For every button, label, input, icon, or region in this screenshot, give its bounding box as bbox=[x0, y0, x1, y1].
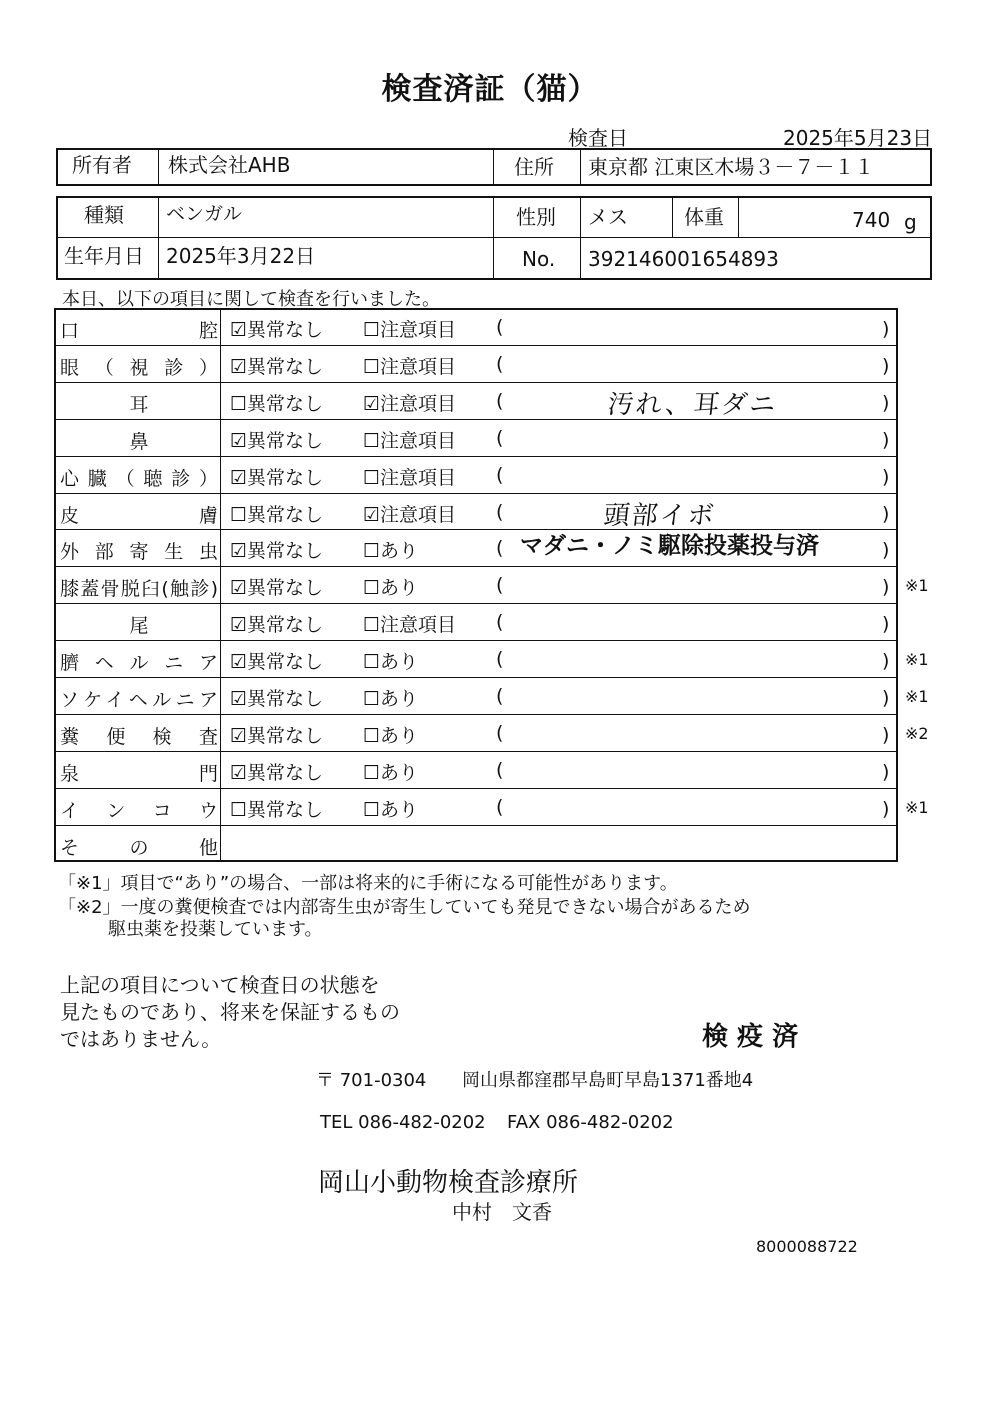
checkbox-normal[interactable] bbox=[230, 426, 323, 453]
checkbox-normal-label: 異常なし bbox=[247, 798, 324, 821]
empty-box-icon: ☐ bbox=[363, 577, 381, 600]
no-label: No. bbox=[522, 247, 556, 271]
table-row-name: 膝蓋骨脱臼(触診) bbox=[60, 578, 218, 601]
checkbox-other[interactable] bbox=[363, 758, 418, 785]
checkbox-normal[interactable] bbox=[230, 463, 323, 490]
checkbox-normal[interactable] bbox=[230, 500, 323, 527]
table-row-divider bbox=[54, 493, 898, 494]
table-row-name: 鼻 bbox=[129, 430, 149, 453]
weight-label: 体重 bbox=[684, 205, 724, 229]
close-paren: ) bbox=[882, 650, 890, 673]
disclaimer-line: ではありません。 bbox=[60, 1027, 222, 1051]
checked-box-icon: ☑ bbox=[230, 355, 248, 378]
checkbox-normal-label: 異常なし bbox=[247, 319, 324, 341]
checkbox-other-label: あり bbox=[380, 577, 419, 600]
quarantine-stamp: 検 疫 済 bbox=[702, 1022, 799, 1052]
checked-box-icon: ☑ bbox=[230, 577, 248, 600]
checkbox-other-label: 注意項目 bbox=[380, 466, 457, 489]
checkbox-other[interactable] bbox=[363, 315, 456, 342]
checkbox-other[interactable] bbox=[363, 500, 456, 527]
checkbox-other[interactable] bbox=[363, 795, 418, 822]
close-paren: ) bbox=[882, 318, 890, 340]
checkbox-other[interactable] bbox=[363, 389, 456, 416]
empty-box-icon: ☐ bbox=[363, 761, 381, 784]
no-value: 392146001654893 bbox=[588, 247, 779, 271]
checkbox-other[interactable] bbox=[363, 721, 418, 748]
checkbox-normal-label: 異常なし bbox=[247, 392, 324, 415]
checkbox-other[interactable] bbox=[363, 573, 418, 600]
checkbox-other-label: 注意項目 bbox=[380, 614, 457, 637]
checkbox-normal-label: 異常なし bbox=[247, 577, 324, 600]
serial-number: 8000088722 bbox=[756, 1237, 858, 1256]
table-row-name: ソケイヘルニア bbox=[60, 689, 218, 711]
checkbox-normal[interactable] bbox=[230, 610, 323, 637]
table-row-name: インコウ bbox=[60, 799, 218, 822]
disclaimer-line: 見たものであり、将来を保証するもの bbox=[60, 1000, 400, 1024]
owner-value: 株式会社AHB bbox=[168, 153, 291, 177]
table-row-name: 糞便検査 bbox=[60, 725, 218, 748]
checkbox-other[interactable] bbox=[363, 610, 456, 637]
open-paren: ( bbox=[496, 721, 504, 744]
checkbox-normal-label: 異常なし bbox=[247, 724, 324, 747]
checkbox-other-label: 注意項目 bbox=[380, 319, 457, 341]
checkbox-other[interactable] bbox=[363, 352, 456, 379]
open-paren: ( bbox=[496, 463, 504, 486]
table-row-divider bbox=[54, 345, 898, 346]
close-paren: ) bbox=[882, 760, 890, 783]
empty-box-icon: ☐ bbox=[230, 503, 248, 526]
checked-box-icon: ☑ bbox=[230, 724, 248, 747]
checkbox-other[interactable] bbox=[363, 426, 456, 453]
checkbox-other[interactable] bbox=[363, 647, 418, 674]
checkbox-other-label: あり bbox=[380, 540, 419, 563]
checkbox-normal[interactable] bbox=[230, 684, 323, 711]
footnote-mark: ※1 bbox=[905, 687, 929, 706]
breed-label: 種類 bbox=[84, 203, 124, 227]
weight-unit: g bbox=[904, 210, 917, 234]
empty-box-icon: ☐ bbox=[363, 540, 381, 563]
empty-box-icon: ☐ bbox=[363, 688, 381, 710]
table-row-name-other: その他 bbox=[60, 836, 218, 859]
checked-box-icon: ☑ bbox=[230, 614, 248, 637]
checkbox-other[interactable] bbox=[363, 684, 418, 711]
dob-value: 2025年3月22日 bbox=[166, 244, 316, 268]
checked-box-icon: ☑ bbox=[230, 651, 248, 674]
checkbox-normal[interactable] bbox=[230, 647, 323, 674]
checkbox-normal[interactable] bbox=[230, 721, 323, 748]
checkbox-normal[interactable] bbox=[230, 573, 323, 600]
open-paren: ( bbox=[496, 426, 504, 449]
checkbox-normal[interactable] bbox=[230, 315, 323, 342]
address-label: 住所 bbox=[514, 155, 554, 179]
open-paren: ( bbox=[496, 685, 504, 707]
checkbox-other-label: 注意項目 bbox=[380, 429, 457, 452]
footnote-2-line2: 駆虫薬を投薬しています。 bbox=[108, 919, 323, 940]
table-row-divider bbox=[54, 382, 898, 383]
checkbox-normal[interactable] bbox=[230, 536, 323, 563]
table-row-divider bbox=[54, 677, 898, 678]
checkbox-other-label: あり bbox=[380, 724, 419, 747]
checkbox-normal[interactable] bbox=[230, 389, 323, 416]
table-row-name: 耳 bbox=[129, 393, 149, 416]
open-paren: ( bbox=[496, 500, 504, 523]
footnote-mark: ※1 bbox=[905, 576, 929, 596]
owner-label: 所有者 bbox=[72, 153, 132, 177]
footnote-2-line1: 「※2」一度の糞便検査では内部寄生虫が寄生していても発見できない場合があるため bbox=[58, 897, 751, 918]
footnote-mark: ※1 bbox=[905, 797, 929, 817]
table-row-divider bbox=[54, 566, 898, 567]
checked-box-icon: ☑ bbox=[230, 466, 248, 489]
open-paren: ( bbox=[496, 316, 504, 338]
footnote-mark: ※1 bbox=[905, 650, 929, 670]
close-paren: ) bbox=[882, 354, 890, 377]
close-paren: ) bbox=[882, 465, 890, 488]
exam-date-label: 検査日 bbox=[568, 126, 628, 150]
empty-box-icon: ☐ bbox=[363, 614, 381, 637]
clinic-name: 岡山小動物検査診療所 bbox=[318, 1168, 579, 1198]
table-row-divider bbox=[54, 714, 898, 715]
checked-box-icon: ☑ bbox=[230, 688, 248, 710]
open-paren: ( bbox=[496, 611, 504, 634]
checkbox-normal-label: 異常なし bbox=[247, 614, 324, 637]
empty-box-icon: ☐ bbox=[363, 651, 381, 674]
open-paren: ( bbox=[496, 352, 504, 375]
exam-date: 2025年5月23日 bbox=[783, 126, 933, 150]
open-paren: ( bbox=[496, 574, 504, 597]
checkbox-other-label: あり bbox=[380, 651, 419, 674]
empty-box-icon: ☐ bbox=[363, 466, 381, 489]
table-row-name: 口 腔 bbox=[60, 320, 218, 342]
table-row-divider bbox=[54, 603, 898, 604]
open-paren: ( bbox=[496, 795, 504, 818]
checked-box-icon: ☑ bbox=[230, 319, 248, 341]
table-row-name: 皮 膚 bbox=[60, 504, 218, 527]
table-row-divider bbox=[54, 788, 898, 789]
sex-value: メス bbox=[588, 205, 628, 229]
close-paren: ) bbox=[882, 797, 890, 820]
checked-box-icon: ☑ bbox=[363, 392, 381, 415]
checkbox-other[interactable] bbox=[363, 536, 418, 563]
checkbox-normal-label: 異常なし bbox=[247, 429, 324, 452]
checked-box-icon: ☑ bbox=[230, 540, 248, 563]
close-paren: ) bbox=[882, 539, 890, 562]
table-row-divider bbox=[54, 825, 898, 826]
checkbox-normal-label: 異常なし bbox=[247, 761, 324, 784]
table-row-name: 外部寄生虫 bbox=[60, 541, 218, 564]
close-paren: ) bbox=[882, 502, 890, 525]
checked-box-icon: ☑ bbox=[230, 429, 248, 452]
checkbox-other-label: 注意項目 bbox=[380, 355, 457, 378]
close-paren: ) bbox=[882, 723, 890, 746]
checkbox-other-label: 注意項目 bbox=[380, 503, 457, 526]
table-row-divider bbox=[54, 640, 898, 641]
table-row-divider bbox=[54, 529, 898, 530]
checkbox-normal-label: 異常なし bbox=[247, 651, 324, 674]
table-row-name: 心臓（聴診） bbox=[60, 467, 218, 490]
disclaimer-line: 上記の項目について検査日の状態を bbox=[60, 973, 380, 997]
table-row-divider bbox=[54, 419, 898, 420]
empty-box-icon: ☐ bbox=[363, 798, 381, 821]
close-paren: ) bbox=[882, 391, 890, 414]
clinic-fax: FAX 086-482-0202 bbox=[507, 1112, 674, 1133]
close-paren: ) bbox=[882, 687, 890, 709]
table-row-name: 泉 門 bbox=[60, 762, 218, 785]
table-row-note-handwritten: 頭部イボ bbox=[602, 500, 718, 531]
table-row-note-stamped: マダニ・ノミ駆除投薬投与済 bbox=[520, 533, 819, 560]
empty-box-icon: ☐ bbox=[230, 392, 248, 415]
open-paren: ( bbox=[496, 648, 504, 671]
clinic-tel: TEL 086-482-0202 bbox=[320, 1112, 486, 1133]
page-title: 検査済証（猫） bbox=[381, 72, 599, 107]
checkbox-other-label: あり bbox=[380, 761, 419, 784]
sex-label: 性別 bbox=[516, 205, 556, 229]
open-paren: ( bbox=[496, 389, 504, 412]
table-row-name: 眼（視診） bbox=[60, 356, 218, 379]
postal-code: 〒 701-0304 bbox=[316, 1070, 427, 1091]
checked-box-icon: ☑ bbox=[230, 761, 248, 784]
checked-box-icon: ☑ bbox=[363, 503, 381, 526]
empty-box-icon: ☐ bbox=[363, 319, 381, 341]
table-row-name: 尾 bbox=[129, 615, 149, 638]
intro-text: 本日、以下の項目に関して検査を行いました。 bbox=[62, 289, 440, 310]
table-row-divider bbox=[54, 456, 898, 457]
checkbox-normal[interactable] bbox=[230, 352, 323, 379]
checkbox-normal-label: 異常なし bbox=[247, 355, 324, 378]
checkbox-other-label: あり bbox=[380, 688, 419, 710]
checkbox-normal-label: 異常なし bbox=[247, 540, 324, 563]
footnote-1: 「※1」項目で“あり”の場合、一部は将来的に手術になる可能性があります。 bbox=[58, 873, 678, 894]
address-value: 東京都 江東区木場３－７－１１ bbox=[588, 155, 875, 179]
open-paren: ( bbox=[496, 537, 504, 560]
checkbox-normal[interactable] bbox=[230, 795, 323, 822]
empty-box-icon: ☐ bbox=[363, 355, 381, 378]
weight-value: 740 bbox=[852, 208, 891, 232]
empty-box-icon: ☐ bbox=[363, 429, 381, 452]
table-row-divider bbox=[54, 751, 898, 752]
dob-label: 生年月日 bbox=[64, 244, 144, 268]
table-row-note-handwritten: 汚れ、耳ダニ bbox=[606, 389, 779, 420]
footnote-mark: ※2 bbox=[905, 723, 929, 743]
checkbox-normal-label: 異常なし bbox=[247, 466, 324, 489]
checkbox-other-label: あり bbox=[380, 798, 419, 821]
checkbox-other[interactable] bbox=[363, 463, 456, 490]
empty-box-icon: ☐ bbox=[363, 724, 381, 747]
close-paren: ) bbox=[882, 576, 890, 599]
checkbox-normal[interactable] bbox=[230, 758, 323, 785]
table-column-divider bbox=[220, 308, 221, 862]
checkbox-normal-label: 異常なし bbox=[247, 503, 324, 526]
close-paren: ) bbox=[882, 613, 890, 636]
checkbox-other-label: 注意項目 bbox=[380, 392, 457, 415]
clinic-address: 岡山県都窪郡早島町早島1371番地4 bbox=[462, 1070, 754, 1091]
table-row-name: 臍ヘルニア bbox=[60, 652, 218, 675]
empty-box-icon: ☐ bbox=[230, 798, 248, 821]
breed-value: ベンガル bbox=[166, 203, 243, 225]
vet-name: 中村 文香 bbox=[452, 1200, 552, 1224]
open-paren: ( bbox=[496, 758, 504, 781]
checkbox-normal-label: 異常なし bbox=[247, 688, 324, 710]
close-paren: ) bbox=[882, 428, 890, 451]
disclaimer bbox=[60, 972, 400, 1053]
